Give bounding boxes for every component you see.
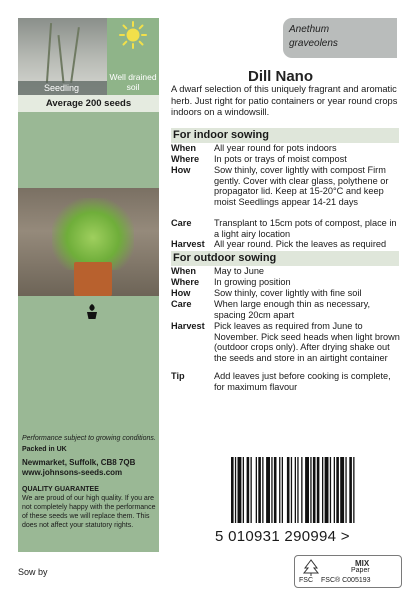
row-value: All year round for pots indoors xyxy=(214,143,337,153)
row-value: Transplant to 15cm pots of compost, place in a light airy location xyxy=(214,218,397,239)
sow-by-label: Sow by xyxy=(18,567,48,577)
barcode xyxy=(231,457,400,523)
website-link[interactable]: www.johnsons-seeds.com xyxy=(22,468,123,477)
row-label: How xyxy=(171,288,191,298)
product-description: A dwarf selection of this uniquely fragrant and aromatic herb. Just right for patio containers or year round crops indoors on a windowsill. xyxy=(171,84,398,117)
row-value: When large enough thin as necessary, spacing 20cm apart xyxy=(214,299,371,320)
sun-caption xyxy=(107,72,159,92)
row-value: Sow thinly, cover lightly with fine soil xyxy=(214,288,362,298)
row-label: Harvest xyxy=(171,321,205,331)
dill-plant-photo xyxy=(18,188,159,296)
row-label: Care xyxy=(171,218,192,228)
row-value: In pots or trays of moist compost xyxy=(214,154,347,164)
seedling-caption: Seedling xyxy=(18,81,107,95)
row-label: Tip xyxy=(171,371,185,381)
fsc-mix: MIX xyxy=(355,559,370,568)
row-label: Where xyxy=(171,277,200,287)
fsc-code: FSC® C005193 xyxy=(321,577,371,584)
address: Newmarket, Suffolk, CB8 7QB xyxy=(22,458,136,467)
row-label: Where xyxy=(171,154,200,164)
sun-caption-line1: Well drained xyxy=(109,72,157,82)
fsc-brand: FSC xyxy=(299,577,313,584)
fsc-certification xyxy=(294,555,402,588)
fsc-paper: Paper xyxy=(351,567,370,574)
row-label: Harvest xyxy=(171,239,205,249)
row-label: How xyxy=(171,165,191,175)
quality-guarantee-title: QUALITY GUARANTEE xyxy=(22,486,99,493)
latin-name-tab xyxy=(283,18,397,58)
row-value: Sow thinly, cover lightly with compost Firm gently. Cover with clear glass, polythene or propagator lid. Keep at 15-20°C and keep moist Seedlings appear 14-21 days xyxy=(214,165,389,207)
latin-species: graveolens xyxy=(289,38,338,49)
quality-guarantee-text: We are proud of our high quality. If you are not completely happy with the performance of these seeds we will replace them. This does not affect your statutory rights. xyxy=(22,495,156,529)
sun-caption-line2: soil xyxy=(126,82,140,92)
pot-icon xyxy=(85,303,99,320)
indoor-sowing-heading: For indoor sowing xyxy=(171,128,399,143)
seedling-photo xyxy=(18,18,107,95)
row-label: When xyxy=(171,266,197,276)
row-value: Add leaves just before cooking is complete, for maximum flavour xyxy=(214,371,391,392)
info-sidebar xyxy=(18,18,159,552)
performance-note: Performance subject to growing conditions. xyxy=(22,435,156,442)
average-seeds: Average 200 seeds xyxy=(18,95,159,112)
row-label: Care xyxy=(171,299,192,309)
fsc-tree-icon xyxy=(301,559,321,577)
outdoor-sowing-heading: For outdoor sowing xyxy=(171,251,399,266)
sun-icon xyxy=(119,21,147,49)
row-label: When xyxy=(171,143,197,153)
row-value: All year round. Pick the leaves as required xyxy=(214,239,387,249)
product-title: Dill Nano xyxy=(248,68,314,85)
sun-requirement-panel xyxy=(107,18,159,95)
packed-in: Packed in UK xyxy=(22,446,67,453)
row-value: May to June xyxy=(214,266,265,276)
barcode-digits: 5 010931 290994 > xyxy=(215,528,350,545)
latin-genus: Anethum xyxy=(289,24,330,35)
row-value: Pick leaves as required from June to November. Pick seed heads when light brown (outdoor crops only). After drying shake out the seeds and store in an airtight container xyxy=(214,321,400,363)
row-value: In growing position xyxy=(214,277,291,287)
